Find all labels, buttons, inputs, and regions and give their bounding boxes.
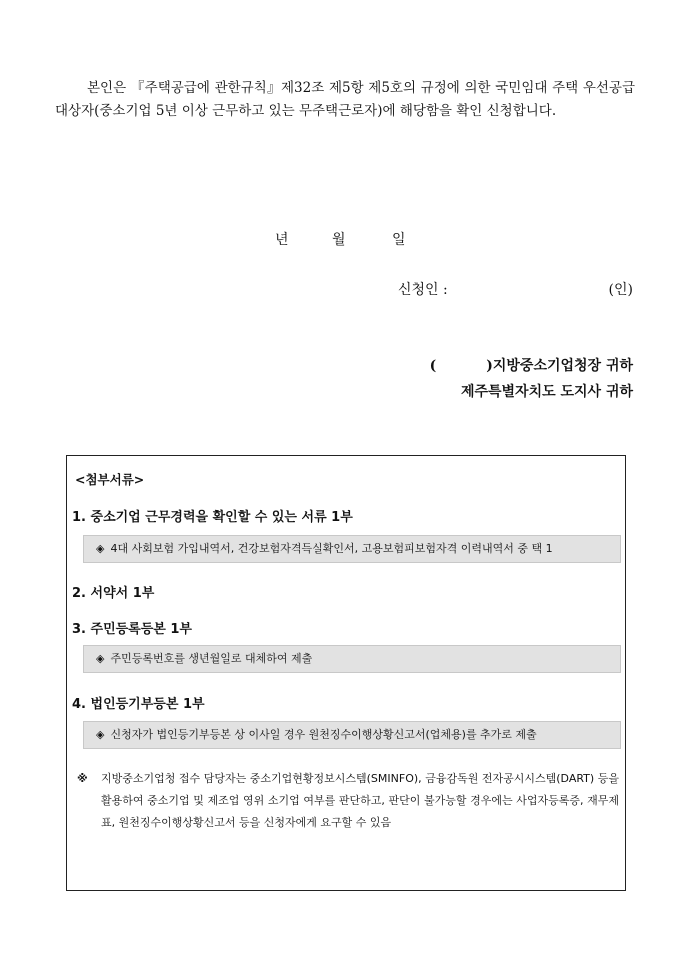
attachments-box xyxy=(66,455,626,891)
attachment-item-4: 4. 법인등기부등본 1부 xyxy=(72,697,205,712)
footnote-text: 지방중소기업청 접수 담당자는 중소기업현황정보시스템(SMINFO), 금융감독원 전자공시시스템(DART) 등을 활용하여 중소기업 및 제조업 영위 소기업 여부를 판단하고, 판단이 불가능할 경우에는 사업자등록증, 재무제표, 원천징수이행상황신고서 등을 신청자에게 요구할 수 있음 xyxy=(101,772,619,829)
attachment-note-3 xyxy=(83,645,621,673)
declaration-paragraph xyxy=(55,77,635,123)
month-label: 월 xyxy=(332,232,346,248)
attachment-item-3: 3. 주민등록등본 1부 xyxy=(72,622,192,637)
day-label: 일 xyxy=(392,232,406,248)
diamond-bullet-icon: ◈ xyxy=(96,542,105,555)
declaration-text: 본인은 『주택공급에 관한규칙』제32조 제5항 제5호의 규정에 의한 국민임대 주택 우선공급 대상자(중소기업 5년 이상 근무하고 있는 무주택근로자)에 해당함을 확인 신청합니다. xyxy=(55,80,635,119)
attachment-note-4 xyxy=(83,721,621,749)
addressee-line-1 xyxy=(430,355,633,375)
year-label: 년 xyxy=(275,232,289,248)
diamond-bullet-icon: ◈ xyxy=(96,652,105,665)
footnote xyxy=(77,768,619,834)
attachments-heading: <첨부서류> xyxy=(75,472,145,487)
diamond-bullet-icon: ◈ xyxy=(96,728,105,741)
attachment-note-1-text: 4대 사회보험 가입내역서, 건강보험자격득실확인서, 고용보험피보험자격 이력내역서 중 택 1 xyxy=(110,542,553,555)
attachment-note-1 xyxy=(83,535,621,563)
seal-mark: (인) xyxy=(608,282,633,298)
reference-mark-icon: ※ xyxy=(77,772,88,785)
attachment-item-2: 2. 서약서 1부 xyxy=(72,586,155,601)
addressee-office: )지방중소기업청장 귀하 xyxy=(486,358,633,374)
attachment-note-3-text: 주민등록번호를 생년월일로 대체하여 제출 xyxy=(110,652,313,665)
attachment-note-4-text: 신청자가 법인등기부등본 상 이사일 경우 원천징수이행상황신고서(업체용)를 추가로 제출 xyxy=(110,728,537,741)
addressee-open-paren: ( xyxy=(429,358,437,374)
addressee-line-2: 제주특별자치도 도지사 귀하 xyxy=(460,384,633,400)
applicant-line xyxy=(398,279,633,299)
attachment-item-1: 1. 중소기업 근무경력을 확인할 수 있는 서류 1부 xyxy=(72,510,353,525)
applicant-label: 신청인 : xyxy=(398,282,448,298)
